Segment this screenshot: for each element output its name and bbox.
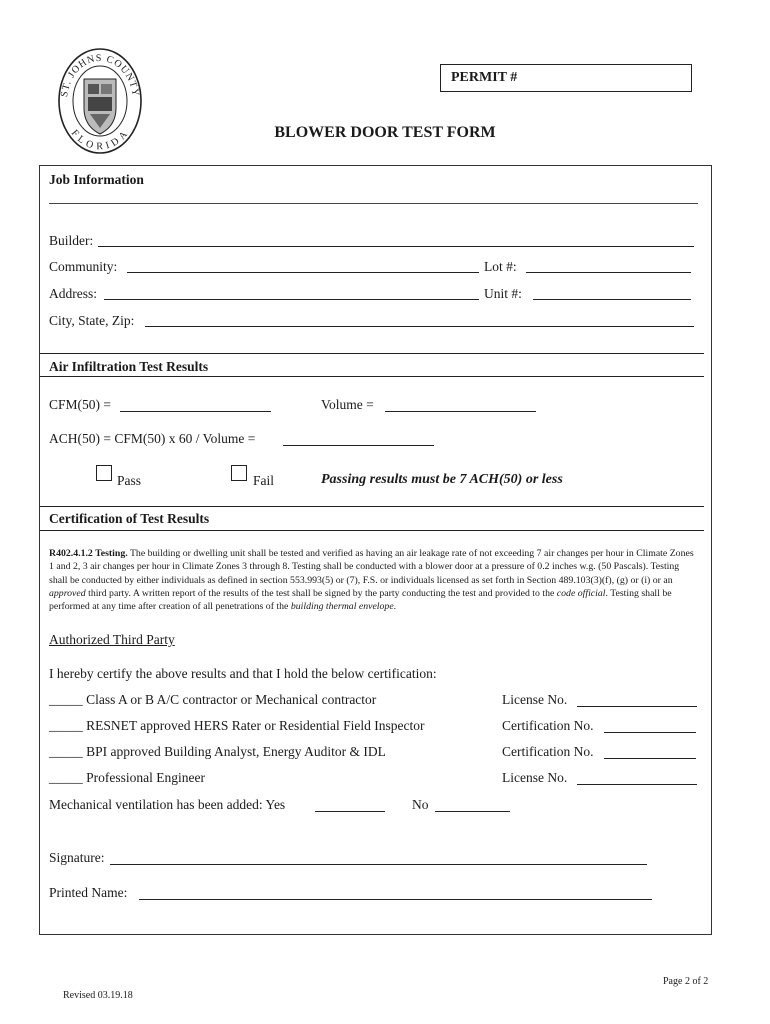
ach50-label: ACH(50) = CFM(50) x 60 / Volume = [49,431,256,446]
legal-code-official: code official [556,587,606,599]
pass-label: Pass [117,473,142,488]
mechanical-ventilation-label: Mechanical ventilation has been added: Yes [49,797,286,812]
section-divider [40,506,704,507]
city-state-zip-field[interactable] [145,326,694,327]
certification-no-label: Certification No. [502,718,594,733]
license-no-field[interactable] [577,706,697,707]
community-field[interactable] [127,272,479,273]
legal-text-1: The building or dwelling unit shall be tested and verified as having an air leakage rate of not exceeding 7 air changes per hour in Climate Zones 1 and 2, 3 air changes per hour in Climate Zones 3 through 8. Testing shall be conducted with a blower door at a pressure of 0.2 inches w.g. (50 Pascals). Testing shall be conducted by either individuals as defined in section 553.993(5) or (7), F.S. or individuals licensed as set forth in Section 489.103(3)(f), (g) or (i) or an [49,548,694,586]
job-information-heading: Job Information [49,172,144,187]
form-title: BLOWER DOOR TEST FORM [274,124,496,141]
city-state-zip-label: City, State, Zip: [49,313,135,328]
certification-no-field[interactable] [604,732,696,733]
ventilation-no-label: No [412,797,429,812]
seal-text-bottom: FLORIDA [68,127,132,153]
builder-label: Builder: [49,233,94,248]
section-divider [40,530,704,531]
legal-end: . [393,601,397,613]
option-class-ab-contractor[interactable]: _____ Class A or B A/C contractor or Mechanical contractor [49,692,377,707]
certification-heading: Certification of Test Results [49,511,210,526]
option-resnet-rater[interactable]: _____ RESNET approved HERS Rater or Residential Field Inspector [49,718,425,733]
lot-field[interactable] [526,272,691,273]
code-reference: R402.4.1.2 Testing. [49,548,128,559]
legal-text-3: . Testing shall be performed at any time after creation of all penetrations of the [49,587,672,613]
ventilation-yes-field[interactable] [315,811,385,812]
section-divider [40,353,704,354]
option-professional-engineer[interactable]: _____ Professional Engineer [49,770,205,785]
volume-field[interactable] [385,411,536,412]
signature-label: Signature: [49,850,105,865]
permit-label: PERMIT # [451,70,518,85]
fail-checkbox[interactable] [231,465,247,481]
address-label: Address: [49,286,97,301]
authorized-third-party-heading: Authorized Third Party [49,632,175,647]
page-number: Page 2 of 2 [663,976,709,987]
seal-text-top: ST. JOHNS COUNTY [59,52,141,98]
legal-approved: approved [49,587,86,599]
ventilation-no-field[interactable] [435,811,510,812]
certify-statement: I hereby certify the above results and that I hold the below certification: [49,666,437,681]
signature-field[interactable] [110,864,647,865]
passing-criteria-note: Passing results must be 7 ACH(50) or less [321,472,563,487]
section-divider [40,376,704,377]
address-field[interactable] [104,299,479,300]
pass-checkbox[interactable] [96,465,112,481]
community-label: Community: [49,259,118,274]
cfm50-field[interactable] [120,411,271,412]
code-requirement-text [49,547,697,613]
ach50-field[interactable] [283,445,434,446]
unit-label: Unit #: [484,286,522,301]
lot-label: Lot #: [484,259,517,274]
volume-label: Volume = [321,397,374,412]
builder-field[interactable] [98,246,694,247]
legal-envelope: building thermal envelope [290,601,394,613]
printed-name-label: Printed Name: [49,885,128,900]
air-infiltration-heading: Air Infiltration Test Results [49,359,209,374]
job-info-line[interactable] [49,203,698,204]
cfm50-label: CFM(50) = [49,397,111,412]
certification-no-label: Certification No. [502,744,594,759]
unit-field[interactable] [533,299,691,300]
legal-text-2: third party. A written report of the results of the test shall be signed by the party conducting the test and provided to the [88,587,555,599]
fail-label: Fail [253,473,275,488]
permit-number-box[interactable] [440,64,692,92]
printed-name-field[interactable] [139,899,652,900]
revised-date: Revised 03.19.18 [63,990,133,1001]
certification-no-field[interactable] [604,758,696,759]
license-no-label: License No. [502,770,568,785]
option-bpi-analyst[interactable]: _____ BPI approved Building Analyst, Energy Auditor & IDL [49,744,386,759]
license-no-label: License No. [502,692,568,707]
license-no-field[interactable] [577,784,697,785]
